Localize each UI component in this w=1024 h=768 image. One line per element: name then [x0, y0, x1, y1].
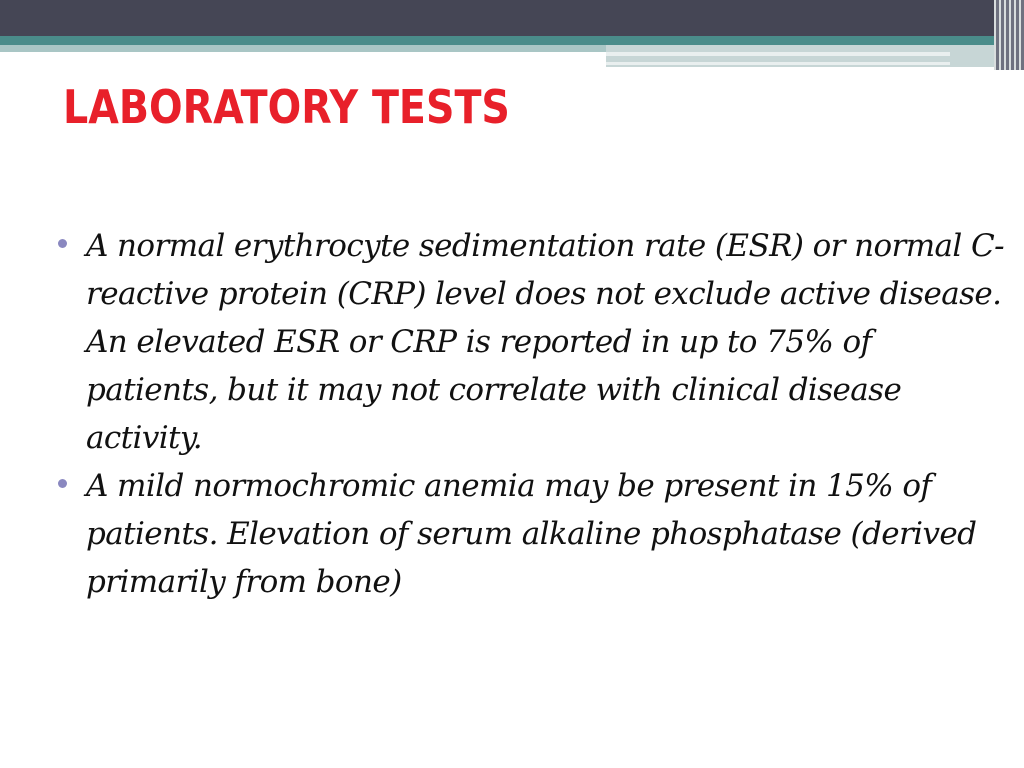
header-band-dark [0, 0, 1024, 36]
bullet-item [55, 462, 1005, 606]
header-band-light [0, 45, 606, 52]
slide-title: LABORATORY TESTS [63, 80, 510, 134]
header-band-accent-line-lower [606, 62, 950, 65]
header-band-teal [0, 36, 1024, 45]
bullet-dot-icon [58, 239, 67, 248]
bullet-text: A normal erythrocyte sedimentation rate (ESR) or normal C-reactive protein (CRP) level does not exclude active disease. An elevated ESR or CRP is reported in up to 75% of patients, but it may not correlate with clinical disease activity. [86, 228, 1004, 456]
bullet-item [55, 222, 1005, 462]
header-edge-stripes [994, 0, 1024, 70]
bullet-text: A mild normochromic anemia may be present in 15% of patients. Elevation of serum alkaline phosphatase (derived primarily from bone) [86, 468, 977, 600]
header-band-accent-line [606, 52, 950, 56]
bullet-dot-icon [58, 479, 67, 488]
bullet-list [55, 222, 1005, 606]
